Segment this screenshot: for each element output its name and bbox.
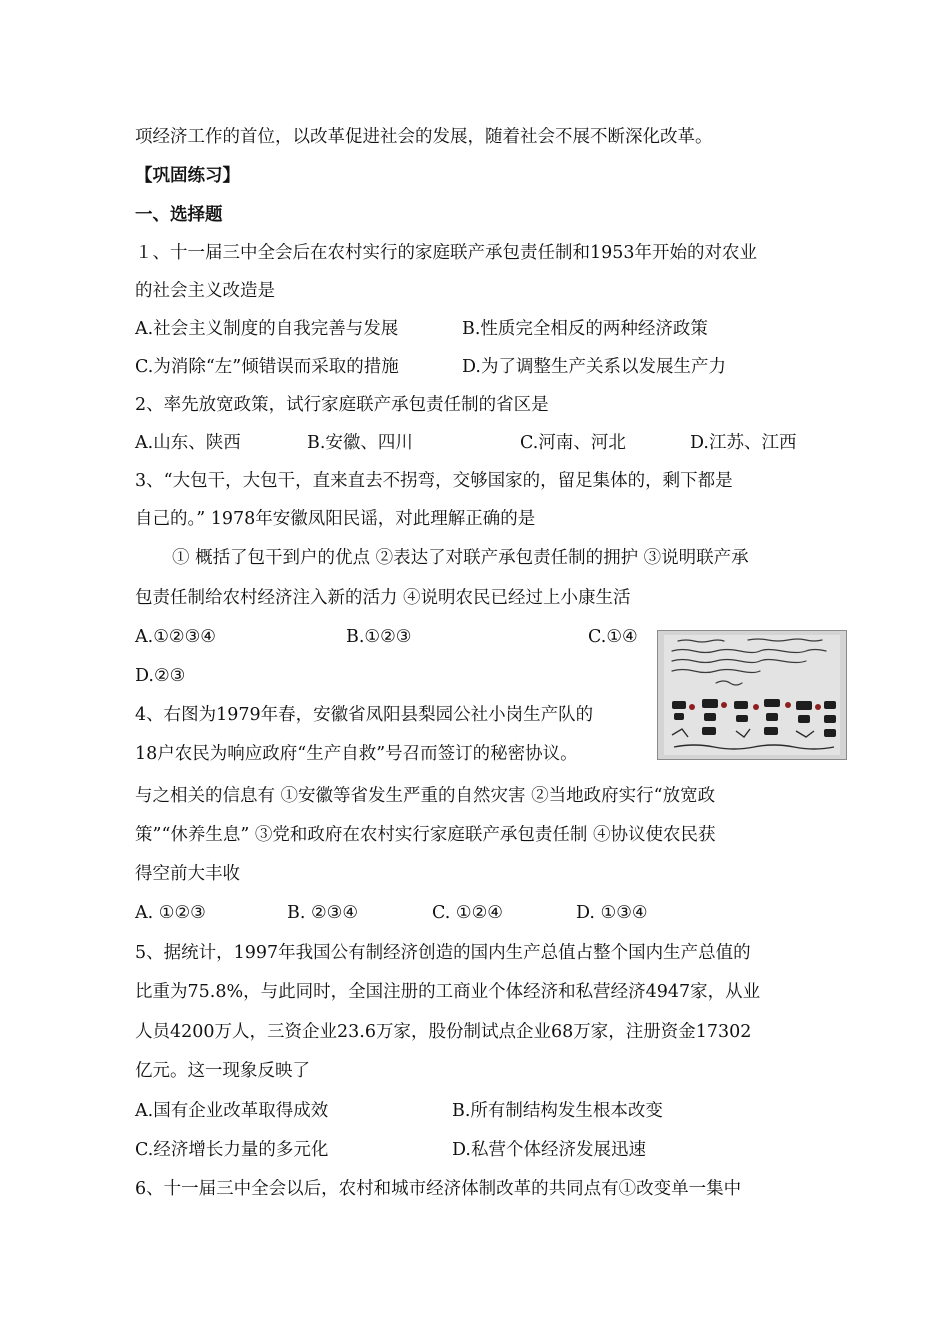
q3-stem-line4: 包责任制给农村经济注入新的活力 ④说明农民已经过上小康生活	[135, 588, 631, 608]
q5-stem-line1: 5、据统计，1997年我国公有制经济创造的国内生产总值占整个国内生产总值的	[135, 943, 751, 963]
q2-option-c: C.河南、河北	[520, 433, 626, 453]
q3-option-c: C.①④	[588, 627, 638, 647]
q4-option-d: D. ①③④	[576, 903, 648, 923]
q2-option-a: A.山东、陕西	[135, 433, 241, 453]
q3-option-b: B.①②③	[346, 627, 412, 647]
xiaogang-agreement-photo	[657, 630, 847, 760]
section-title: 【巩固练习】	[135, 166, 240, 186]
q2-stem-line1: 2、率先放宽政策，试行家庭联产承包责任制的省区是	[135, 395, 549, 415]
q4-stem-line2: 18户农民为响应政府“生产自救”号召而签订的秘密协议。	[135, 744, 578, 764]
q3-stem-line1: 3、“大包干，大包干，直来直去不拐弯，交够国家的，留足集体的，剩下都是	[135, 471, 733, 491]
q2-option-b: B.安徽、四川	[307, 433, 413, 453]
subsection-title: 一、选择题	[135, 205, 223, 225]
q5-option-b: B.所有制结构发生根本改变	[452, 1101, 663, 1121]
q5-stem-line2: 比重为75.8%，与此同时，全国注册的工商业个体经济和私营经济4947家，从业	[135, 982, 761, 1002]
q6-stem-line1: 6、十一届三中全会以后，农村和城市经济体制改革的共同点有①改变单一集中	[135, 1179, 742, 1199]
q3-stem-line2: 自己的。” 1978年安徽凤阳民谣，对此理解正确的是	[135, 509, 536, 529]
q2-option-d: D.江苏、江西	[690, 433, 797, 453]
q3-option-d: D.②③	[135, 666, 186, 686]
intro-tail-text: 项经济工作的首位，以改革促进社会的发展，随着社会不展不断深化改革。	[135, 127, 713, 147]
q4-stem-line1: 4、右图为1979年春，安徽省凤阳县梨园公社小岗生产队的	[135, 705, 594, 725]
q4-stem-line5: 得空前大丰收	[135, 864, 240, 884]
q1-option-d: D.为了调整生产关系以发展生产力	[462, 357, 726, 377]
q4-option-b: B. ②③④	[287, 903, 359, 923]
q5-option-d: D.私营个体经济发展迅速	[452, 1140, 646, 1160]
q4-stem-line3: 与之相关的信息有 ①安徽等省发生严重的自然灾害 ②当地政府实行“放宽政	[135, 786, 716, 806]
q1-option-b: B.性质完全相反的两种经济政策	[462, 319, 708, 339]
q4-option-c: C. ①②④	[432, 903, 503, 923]
q5-stem-line3: 人员4200万人，三资企业23.6万家，股份制试点企业68万家，注册资金17302	[135, 1022, 752, 1042]
q3-stem-line3: ① 概括了包干到户的优点 ②表达了对联产承包责任制的拥护 ③说明联产承	[172, 548, 749, 568]
q5-option-c: C.经济增长力量的多元化	[135, 1140, 329, 1160]
q4-stem-line4: 策”“休养生息” ③党和政府在农村实行家庭联产承包责任制 ④协议使农民获	[135, 825, 716, 845]
q1-option-c: C.为消除“左”倾错误而采取的措施	[135, 357, 399, 377]
q1-option-a: A.社会主义制度的自我完善与发展	[135, 319, 399, 339]
q5-stem-line4: 亿元。这一现象反映了	[135, 1061, 310, 1081]
q5-option-a: A.国有企业改革取得成效	[135, 1101, 329, 1121]
q4-option-a: A. ①②③	[135, 903, 206, 923]
q1-stem-line1: １、十一届三中全会后在农村实行的家庭联产承包责任制和1953年开始的对农业	[135, 243, 758, 263]
q1-stem-line2: 的社会主义改造是	[135, 281, 275, 301]
agreement-photo-illustration	[658, 631, 846, 759]
q3-option-a: A.①②③④	[135, 627, 216, 647]
